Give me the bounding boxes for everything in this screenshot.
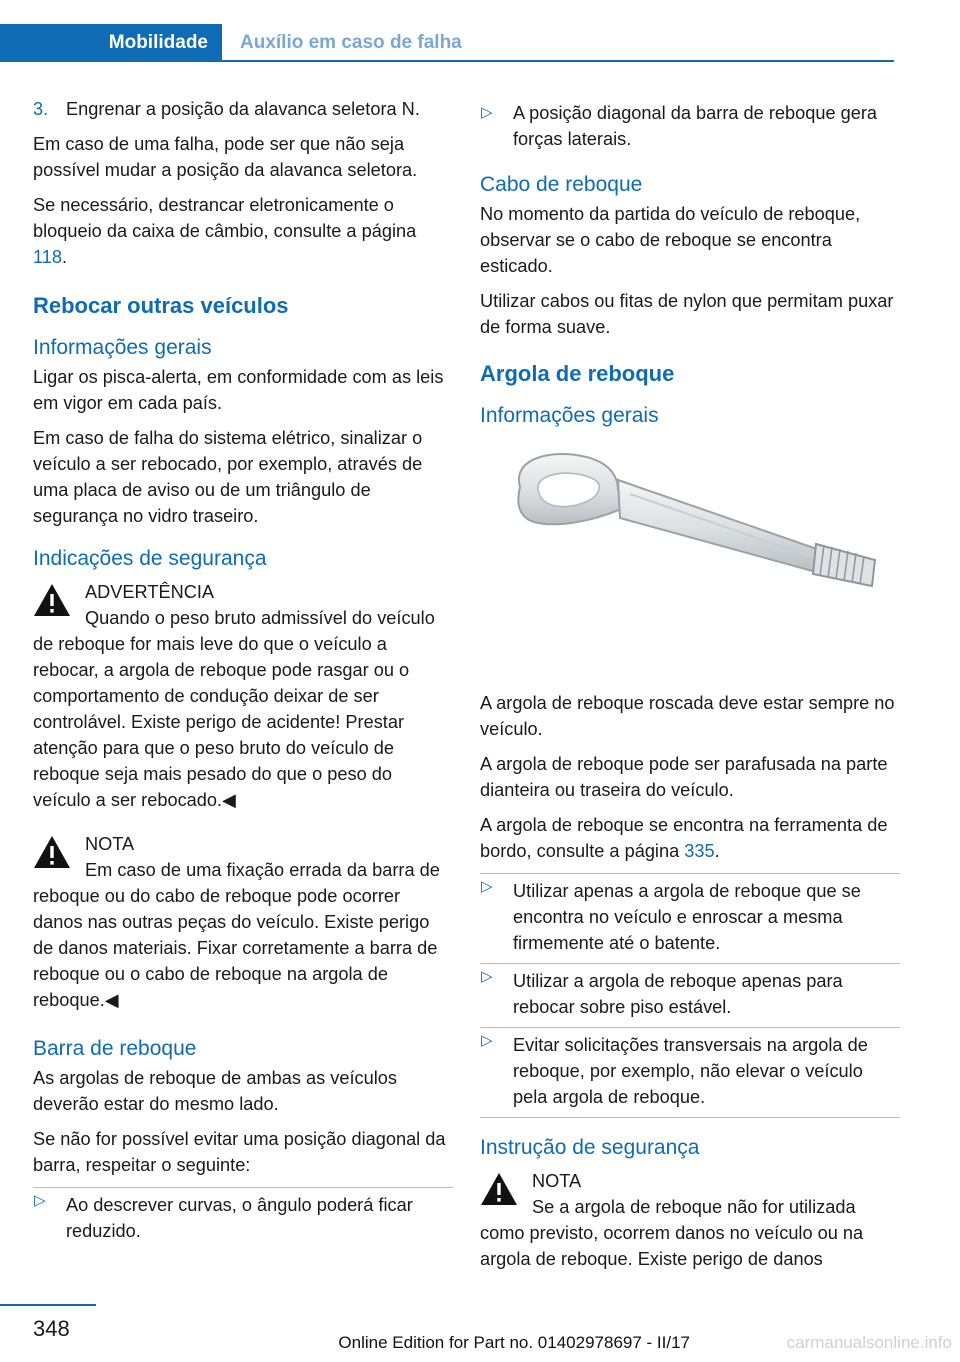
heading-cabo: Cabo de reboque [480,173,643,196]
warning-body: Quando o peso bruto admissível do veículo de reboque for mais leve do que o veículo a rebocar, a argola de reboque pode rasgar ou o comportamento de condução deixar de ser controlável. Existe perigo de acidente! Prestar atenção para que o peso bruto do veículo de reboque seja mais pesado do que o peso do veículo a ser rebocado.◀ [33,608,435,810]
step-3 [33,96,453,122]
list-item [480,100,900,159]
right-column [480,96,900,1272]
triangle-right-icon: ▷ [481,878,493,895]
note-title: NOTA [532,1171,582,1191]
paragraph: A argola de reboque roscada deve estar sempre no veículo. [480,693,895,739]
list-item-text: A posição diagonal da barra de reboque gera forças laterais. [513,103,878,149]
paragraph-text: Se necessário, destrancar eletronicamente o bloqueio da caixa de câmbio, consulte a página [33,195,417,241]
list-item [480,874,900,964]
page-number: 348 [33,1316,70,1341]
page-link-118[interactable]: 118 [33,247,62,267]
tab-mobilidade-label: Mobilidade [108,32,208,53]
list-item-text: Evitar solicitações transversais na argola de reboque, por exemplo, não elevar o veículo pela argola de reboque. [513,1035,868,1107]
warning-triangle-icon [33,583,71,617]
left-column [33,96,453,1251]
warning-block [33,579,453,813]
note-body: Em caso de uma fixação errada da barra de reboque ou do cabo de reboque pode ocorrer danos nas outras peças do veículo. Existe perigo de danos materiais. Fixar corretamente a barra de reboque ou o cabo de reboque na argola de reboque.◀ [33,860,440,1010]
heading-rebocar: Rebocar outras veículos [33,293,289,318]
heading-argola: Argola de reboque [480,361,675,386]
header-tabs [0,24,894,62]
note-body: Se a argola de reboque não for utilizada como previsto, ocorrem danos no veículo ou na argola de reboque. Existe perigo de danos [480,1197,864,1269]
note-block [33,831,453,1013]
note-block [480,1168,900,1272]
paragraph: Em caso de uma falha, pode ser que não seja possível mudar a posição da alavanca seletora. [33,134,418,180]
heading-instrucao: Instrução de segurança [480,1136,700,1159]
bullet-list [33,1187,453,1251]
tow-hook-illustration [480,432,900,682]
step-text: Engrenar a posição da alavanca seletora N. [66,99,420,119]
bullet-list [480,873,900,1118]
paragraph-with-link [480,812,900,864]
edition-footer: Online Edition for Part no. 01402978697 - II/17 [338,1333,690,1352]
list-item-text: Utilizar apenas a argola de reboque que se encontra no veículo e enroscar a mesma firmemente até o batente. [513,881,861,953]
paragraph: Se não for possível evitar uma posição diagonal da barra, respeitar o seguinte: [33,1129,446,1175]
paragraph: As argolas de reboque de ambas as veículos deverão estar do mesmo lado. [33,1068,397,1114]
warning-triangle-icon [33,835,71,869]
tab-mobilidade[interactable] [0,24,222,62]
triangle-right-icon: ▷ [481,1032,493,1049]
note-title: NOTA [85,834,135,854]
paragraph-end: . [714,841,720,861]
bullet-list [480,100,900,159]
triangle-right-icon: ▷ [481,968,493,985]
warning-triangle-icon [480,1172,518,1206]
list-item-text: Utilizar a argola de reboque apenas para rebocar sobre piso estável. [513,971,843,1017]
paragraph-end: . [62,247,68,267]
list-item [33,1188,453,1251]
paragraph: Ligar os pisca-alerta, em conformidade com as leis em vigor em cada país. [33,367,444,413]
tow-hook-image [480,432,900,682]
paragraph: A argola de reboque pode ser parafusada na parte dianteira ou traseira do veículo. [480,754,888,800]
step-number: 3. [33,99,49,119]
heading-informacoes: Informações gerais [480,404,659,427]
list-item [480,1028,900,1118]
triangle-right-icon: ▷ [34,1192,46,1209]
warning-title: ADVERTÊNCIA [85,582,215,602]
paragraph-text: A argola de reboque se encontra na ferramenta de bordo, consulte a página [480,815,888,861]
paragraph: Utilizar cabos ou fitas de nylon que permitam puxar de forma suave. [480,291,894,337]
heading-indicacoes: Indicações de segurança [33,547,267,570]
tab-auxilio[interactable]: Auxílio em caso de falha [240,32,462,53]
triangle-right-icon: ▷ [481,104,493,121]
list-item-text: Ao descrever curvas, o ângulo poderá ficar reduzido. [66,1195,413,1241]
heading-barra: Barra de reboque [33,1037,197,1060]
heading-informacoes: Informações gerais [33,336,212,359]
page-link-335[interactable]: 335 [684,841,715,861]
paragraph: Em caso de falha do sistema elétrico, sinalizar o veículo a ser rebocado, por exemplo, através de uma placa de aviso ou de um triângulo de segurança no vidro traseiro. [33,428,423,526]
paragraph-with-link [33,192,453,270]
paragraph: No momento da partida do veículo de reboque, observar se o cabo de reboque se encontra esticado. [480,204,861,276]
watermark: carmanualsonline.info [786,1333,952,1352]
list-item [480,964,900,1028]
page-number-rule [0,1304,96,1306]
